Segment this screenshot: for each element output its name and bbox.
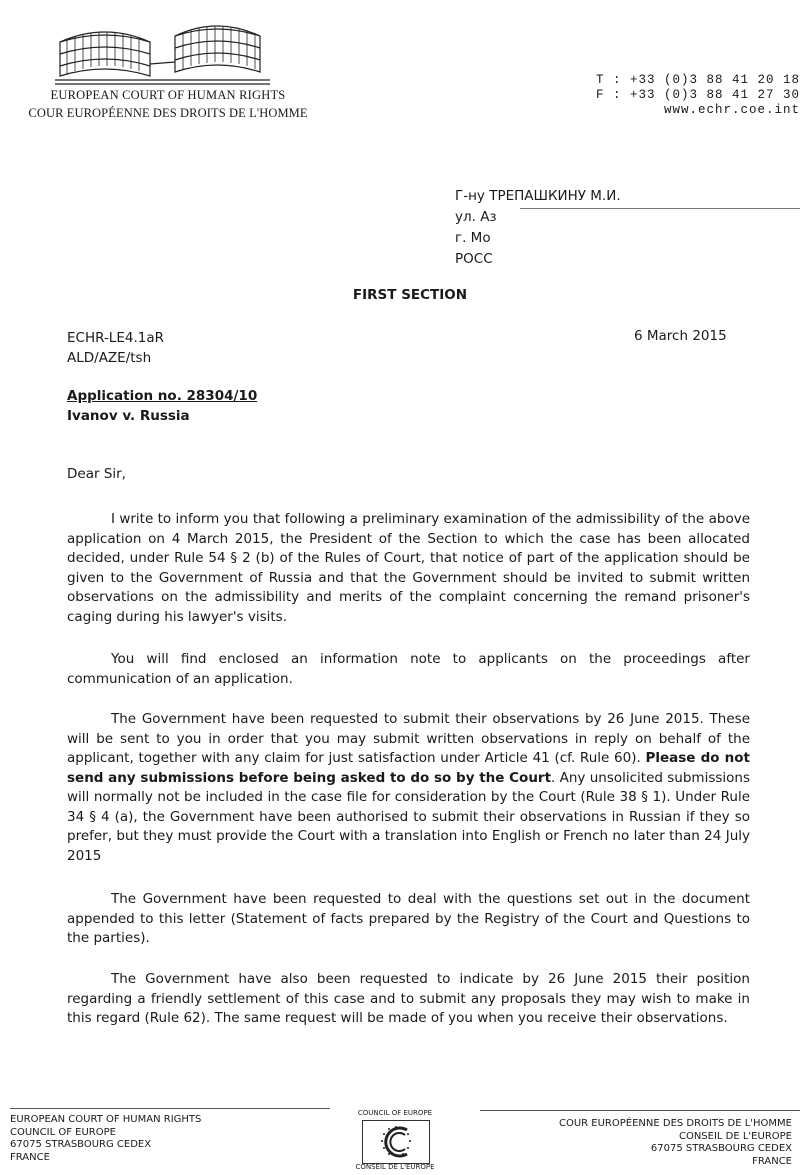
application-number: Application no. 28304/10 [67, 388, 258, 404]
paragraph-friendly-settlement: The Government have also been requested to indicate by 26 June 2015 their position regarding a friendly settlement of this case and to submit any proposals they may wish to make in this regard (Rule 62). The same request will be made of you when you receive their observations. [67, 971, 750, 1026]
footer-right-line: CONSEIL DE L'EUROPE [678, 1130, 792, 1142]
footer-right-line: FRANCE [752, 1155, 792, 1167]
footer-left-line: EUROPEAN COURT OF HUMAN RIGHTS [10, 1114, 202, 1125]
reference-block [67, 328, 164, 368]
reference-initials: ALD/AZE/tsh [67, 350, 152, 366]
application-name: Ivanov v. Russia [67, 408, 190, 424]
paragraph-information-note: You will find enclosed an information note to applicants on the proceedings after communication of an application. [67, 651, 750, 687]
reference-code: ECHR-LE4.1aR [67, 330, 164, 346]
fax-number: F : +33 (0)3 88 41 27 30 [595, 88, 800, 102]
paragraph-observations-part1: The Government have been requested to submit their observations by 26 June 2015. These will be sent to you in order that you may submit written observations in reply on behalf of the applicant, together with any claim for just satisfaction under Article 41 (cf. Rule 60). [67, 711, 750, 766]
court-building-icon [55, 14, 270, 92]
website-link: www.echr.coe.int [663, 103, 800, 117]
paragraph-observations-part2: . Any unsolicited submissions will normally not be included in the case file for consideration by the Court (Rule 38 § 1). Under Rule 34 § 4 (a), the Government have been authorised to submit their observations in Russian if they so prefer, but they must provide the Court with a translation into English or French no later than 24 July 2015 [67, 769, 750, 864]
addressee-block [455, 186, 621, 270]
addressee-city: г. Мо [455, 230, 491, 246]
court-name-french: COUR EUROPÉENNE DES DROITS DE L'HOMME [28, 106, 308, 120]
footer-divider-right [480, 1110, 800, 1111]
addressee-country: РОСС [455, 251, 493, 267]
salutation: Dear Sir, [67, 466, 126, 482]
letter-date: 6 March 2015 [634, 328, 727, 344]
footer-left-line: FRANCE [10, 1151, 50, 1163]
footer-left-line: 67075 STRASBOURG CEDEX [10, 1139, 152, 1150]
addressee-name: Г-ну ТРЕПАШКИНУ М.И. [455, 188, 621, 204]
paragraph-observations-warning: Please do not send any submissions before being asked to do so by the Court [67, 750, 750, 786]
paragraph-notice: I write to inform you that following a preliminary examination of the admissibility of the above application on 4 March 2015, the President of the Section to which the case has been allocated decided, under Rule 54 § 2 (b) of the Rules of Court, that notice of part of the application should be given to the Government of Russia and that the Government should be invited to submit written observations on the admissibility and merits of the complaint concerning the remand prisoner's caging during his lawyer's visits. [67, 511, 750, 625]
council-of-europe-logo-icon [362, 1120, 430, 1164]
phone-number: T : +33 (0)3 88 41 20 18 [595, 73, 800, 87]
coe-label-english: COUNCIL OF EUROPE [357, 1109, 433, 1117]
contact-block [596, 73, 800, 118]
court-name-english: EUROPEAN COURT OF HUMAN RIGHTS [50, 88, 286, 102]
section-title: FIRST SECTION [352, 287, 468, 303]
paragraph-questions: The Government have been requested to deal with the questions set out in the document appended to this letter (Statement of facts prepared by the Registry of the Court and Questions to the parties). [67, 891, 750, 946]
addressee-street: ул. Аз [455, 209, 497, 225]
footer-left-line: COUNCIL OF EUROPE [10, 1126, 116, 1138]
footer-divider-left [10, 1108, 330, 1109]
divider [520, 208, 800, 209]
footer-address-french [559, 1118, 792, 1168]
footer-right-line: COUR EUROPÉENNE DES DROITS DE L'HOMME [558, 1118, 792, 1129]
footer-right-line: 67075 STRASBOURG CEDEX [650, 1143, 792, 1154]
footer-address-english [10, 1114, 201, 1164]
coe-label-french: CONSEIL DE L'EUROPE [355, 1163, 435, 1171]
paragraph-observations [67, 710, 750, 866]
